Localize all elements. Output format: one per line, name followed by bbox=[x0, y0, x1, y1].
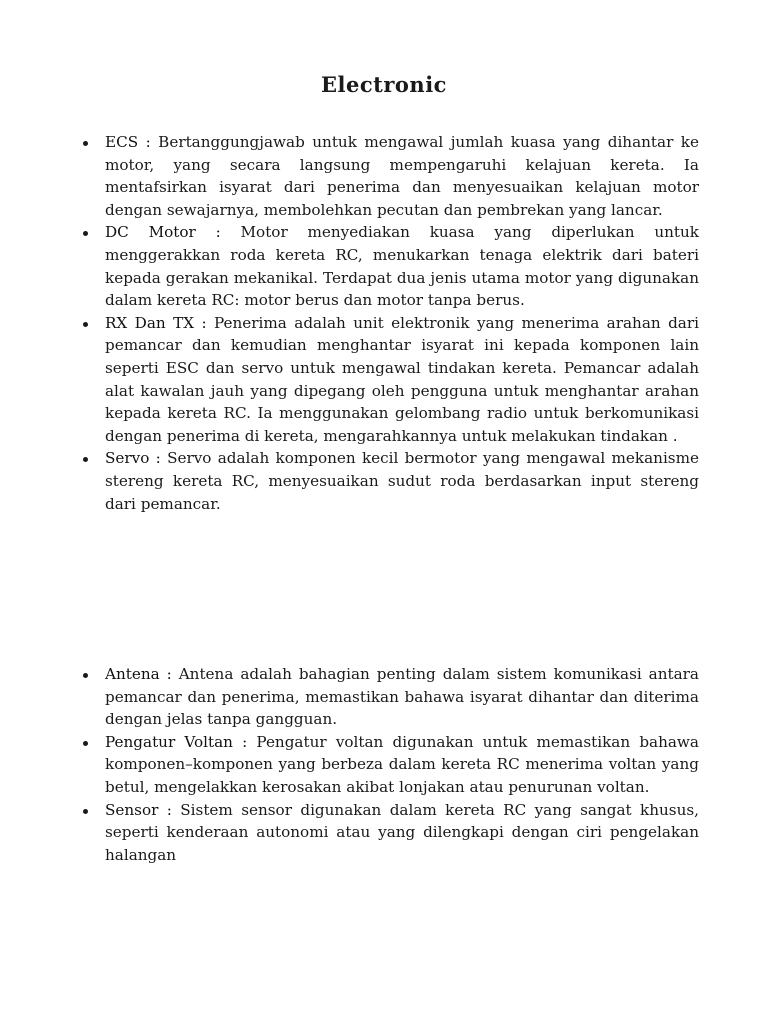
bullet-icon bbox=[83, 673, 88, 678]
item-term: Pengatur Voltan : bbox=[105, 732, 257, 751]
item-term: DC Motor : bbox=[105, 223, 241, 242]
component-list-top bbox=[83, 131, 699, 515]
list-item-servo bbox=[83, 447, 699, 515]
bullet-icon bbox=[83, 231, 88, 236]
item-description: Motor menyediakan kuasa yang diperlukan untuk menggerakkan roda kereta RC, menukarkan tenaga elektrik dari bateri kepada gerakan mekanikal. Terdapat dua jenis utama motor yang digunakan dalam kereta RC: motor berus dan motor tanpa berus. bbox=[105, 223, 699, 310]
bullet-icon bbox=[83, 322, 88, 327]
component-list-bottom bbox=[83, 663, 699, 866]
item-description: Sistem sensor digunakan dalam kereta RC yang sangat khusus, seperti kenderaan autonomi atau yang dilengkapi dengan ciri pengelakan halangan bbox=[105, 800, 699, 864]
list-item-dc-motor bbox=[83, 221, 699, 311]
item-description: Pengatur voltan digunakan untuk memastikan bahawa komponen–komponen yang berbeza dalam kereta RC menerima voltan yang betul, mengelakkan kerosakan akibat lonjakan atau penurunan voltan. bbox=[105, 732, 699, 796]
bullet-icon bbox=[83, 809, 88, 814]
page-title: Electronic bbox=[321, 72, 447, 97]
item-term: Antena : bbox=[105, 665, 179, 683]
item-term: Sensor : bbox=[105, 800, 181, 819]
item-description: Antena adalah bahagian penting dalam sistem komunikasi antara pemancar dan penerima, memastikan bahawa isyarat dihantar dan diterima dengan jelas tanpa gangguan. bbox=[105, 665, 699, 729]
list-item-ecs bbox=[83, 131, 699, 221]
bullet-icon bbox=[83, 741, 88, 746]
item-description: Bertanggungjawab untuk mengawal jumlah kuasa yang dihantar ke motor, yang secara langsung mempengaruhi kelajuan kereta. Ia mentafsirkan isyarat dari penerima dan menyesuaikan kelajuan motor dengan sewajarnya, membolehkan pecutan dan pembrekan yang lancar. bbox=[105, 133, 699, 219]
list-item-pengatur-voltan bbox=[83, 731, 699, 799]
item-description: Servo adalah komponen kecil bermotor yang mengawal mekanisme stereng kereta RC, menyesuaikan sudut roda berdasarkan input stereng dari pemancar. bbox=[105, 449, 699, 513]
item-description: Penerima adalah unit elektronik yang menerima arahan dari pemancar dan kemudian menghantar isyarat ini kepada komponen lain seperti ESC dan servo untuk mengawal tindakan kereta. Pemancar adalah alat kawalan jauh yang dipegang oleh pengguna untuk menghantar arahan kepada kereta RC. Ia menggunakan gelombang radio untuk berkomunikasi dengan penerima di kereta, mengarahkannya untuk melakukan tindakan . bbox=[105, 313, 699, 445]
bullet-icon bbox=[83, 141, 88, 146]
bullet-icon bbox=[83, 457, 88, 462]
list-item-rx-tx bbox=[83, 312, 699, 448]
item-term: Servo : bbox=[105, 449, 168, 468]
list-item-sensor bbox=[83, 799, 699, 867]
list-item-antena bbox=[83, 663, 699, 731]
item-term: RX Dan TX : bbox=[105, 313, 214, 332]
item-term: ECS : bbox=[105, 133, 159, 151]
